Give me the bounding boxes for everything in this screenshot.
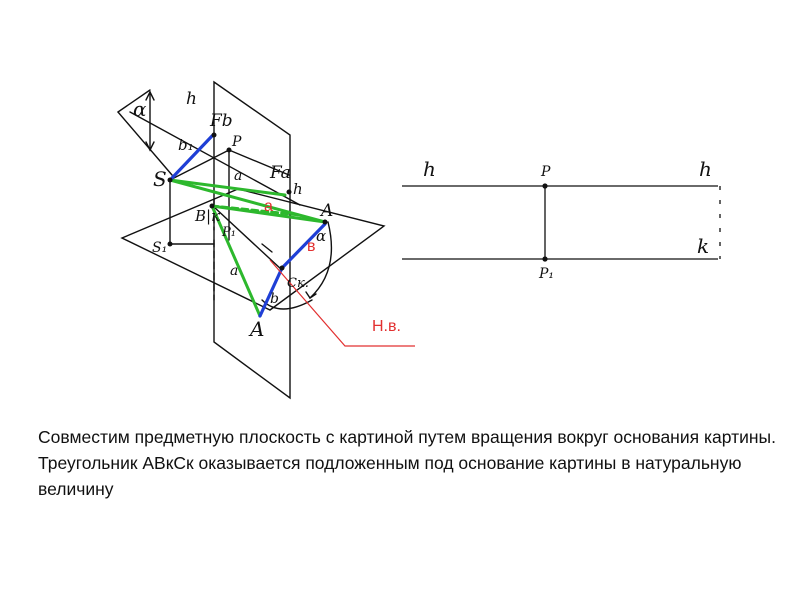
labels-2d (423, 157, 712, 282)
caption-line-1: Совместим предметную плоскость с картиной путем вращения вокруг основания картины. (38, 427, 776, 447)
label-a-mid: a (234, 168, 243, 184)
label-h-left-2d: h (423, 157, 436, 181)
label-bk: B|к (195, 207, 221, 225)
label-k-2d: k (697, 234, 710, 258)
label-red-b: в (307, 238, 316, 255)
label-alpha-top: α (133, 97, 147, 121)
label-a-right: A (321, 201, 334, 221)
point-ck (280, 266, 285, 271)
label-nv: Н.в. (372, 318, 401, 335)
point-s (168, 178, 173, 183)
point-s1 (168, 242, 173, 247)
orthographic-figure (402, 186, 720, 259)
small-tick (262, 244, 272, 252)
point-fa (287, 190, 292, 195)
label-p1: P₁ (222, 225, 236, 240)
label-alpha-right: α (316, 227, 327, 245)
point-p1-2d (542, 256, 547, 261)
label-a-low: a (230, 263, 239, 279)
label-p1-2d: P₁ (539, 266, 555, 282)
point-p-2d (542, 183, 547, 188)
label-fb: Fb (210, 111, 233, 131)
alpha-guide-2 (118, 112, 172, 175)
label-fa: Fa (270, 163, 291, 183)
label-ck: Cк. (287, 276, 309, 291)
label-h-right-2d: h (699, 157, 712, 181)
label-red-a: а (264, 198, 273, 215)
label-s1: S₁ (152, 240, 168, 256)
label-p: P (232, 134, 242, 150)
point-fb (212, 133, 217, 138)
label-s: S (153, 167, 167, 191)
label-b1: b₁ (178, 136, 194, 154)
label-h-mid: h (293, 180, 303, 198)
label-b-low: b (270, 291, 279, 307)
label-h-top: h (186, 89, 197, 109)
caption-line-2: Треугольник АВкСк оказывается подложенным под основание картины в натуральную величину (38, 453, 742, 499)
caption (38, 424, 798, 502)
label-p-2d: P (541, 164, 551, 180)
label-a-bottom: A (250, 317, 265, 341)
s-to-p (170, 150, 229, 180)
point-p (227, 148, 232, 153)
